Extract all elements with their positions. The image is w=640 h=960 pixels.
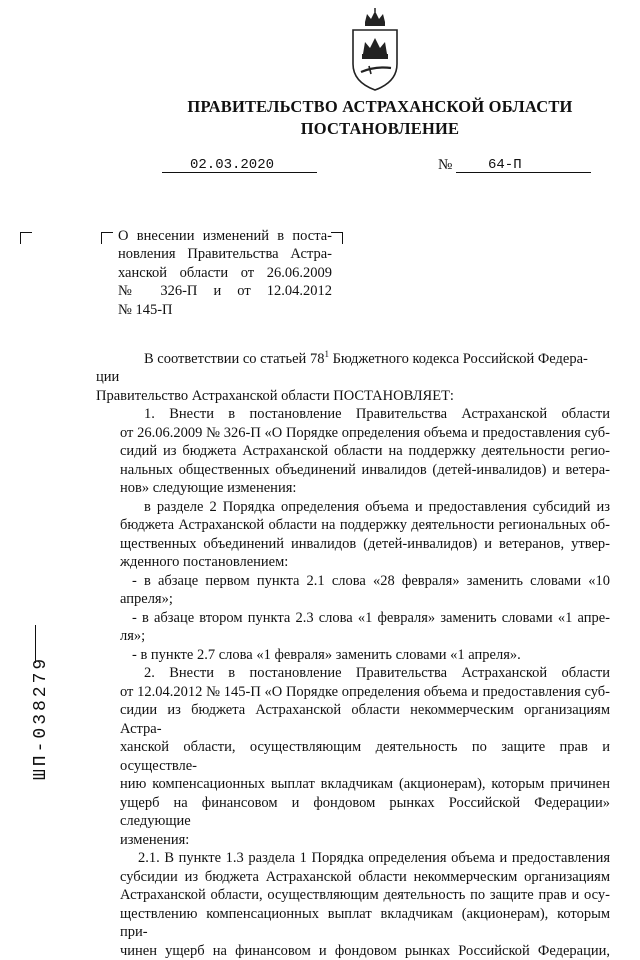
document-type: ПОСТАНОВЛЕНИЕ (300, 119, 460, 138)
document-number: 64-П (488, 157, 522, 173)
title-corner-mark-right (331, 232, 343, 244)
body-line: от 12.04.2012 № 145-П «О Порядке определения объема и предоставления суб- (120, 683, 610, 700)
body-line: 2.1. В пункте 1.3 раздела 1 Порядка определения объема и предоставления (138, 850, 610, 867)
body-line: чинен ущерб на финансовом и фондовом рынках Российской Федерации, (120, 942, 610, 959)
body-line: в разделе 2 Порядка определения объема и предоставления субсидий из (144, 498, 610, 515)
number-sign: № (438, 157, 453, 173)
resolves-line: Правительство Астраханской области ПОСТАНОВЛЯЕТ: (96, 387, 454, 404)
body-line: - в абзаце первом пункта 2.1 слова «28 февраля» заменить словами «10 (132, 572, 610, 589)
body-line: от 26.06.2009 № 326-П «О Порядке определения объема и предоставления суб- (120, 424, 610, 441)
body-line: апреля»; (120, 591, 173, 608)
body-line: ля»; (120, 628, 146, 645)
body-line: Астраханской области, осуществляющим деятельность по защите прав и осу- (120, 887, 610, 904)
body-line: ущерб на финансовом и фондовом рынках Российской Федерации» следующие (120, 794, 610, 830)
preamble-line: ции (96, 369, 120, 386)
body-line: ханской области, осуществляющим деятельность по защите прав и осуществле- (120, 739, 610, 774)
body-line: нов» следующие изменения: (120, 480, 297, 497)
number-underline (456, 172, 591, 173)
body-line: - в абзаце втором пункта 2.3 слова «1 февраля» заменить словами «1 апре- (132, 609, 610, 626)
preamble-text-cont: Бюджетного кодекса Российской Федера- (328, 350, 588, 367)
body-line: 1. Внести в постановление Правительства Астраханской области (144, 406, 610, 423)
left-corner-mark (20, 232, 32, 244)
body-line: жденного постановлением: (120, 554, 289, 571)
preamble-text: В соответствии со статьей 78 (144, 350, 325, 367)
body-line: сидий из бюджета Астраханской области на поддержку деятельности регио- (120, 443, 610, 460)
body-line: нию компенсационных выплат вкладчикам (акционерам), которым причинен (120, 776, 610, 793)
body-line: сидии из бюджета Астраханской области некоммерческим организациям Астра- (120, 702, 610, 737)
title-line: № 145-П (118, 301, 173, 318)
title-line: О внесении изменений в поста- (118, 228, 332, 244)
title-line: ханской области от 26.06.2009 (118, 264, 332, 281)
body-line: - в пункте 2.7 слова «1 февраля» заменить словами «1 апреля». (132, 646, 521, 663)
body-line: бюджета Астраханской области на поддержку деятельности региональных об- (120, 517, 610, 534)
title-line: № 326-П и от 12.04.2012 (118, 283, 332, 300)
document-body (96, 345, 610, 960)
government-name: ПРАВИТЕЛЬСТВО АСТРАХАНСКОЙ ОБЛАСТИ (187, 97, 573, 116)
body-line: субсидии из бюджета Астраханской области некоммерческим организациям (120, 868, 610, 885)
body-line: ществлению компенсационных выплат вкладчикам (акционерам), которым при- (120, 905, 610, 941)
document-date: 02.03.2020 (190, 157, 275, 173)
document-title (118, 227, 332, 319)
side-serial-text: ШП-038279 (31, 655, 51, 780)
article-superscript: 1 (324, 349, 329, 359)
coat-of-arms-emblem (347, 8, 403, 92)
preamble-line (120, 345, 610, 368)
body-line: щественных объединений инвалидов (детей-инвалидов) и ветеранов, утвер- (120, 535, 610, 552)
body-line: 2. Внести в постановление Правительства Астраханской области (144, 665, 610, 682)
body-line: изменения: (120, 831, 190, 848)
body-line: нальных общественных объединений инвалидов (детей-инвалидов) и ветера- (120, 461, 610, 478)
title-line: новления Правительства Астра- (118, 246, 332, 263)
title-corner-mark-left (101, 232, 113, 244)
